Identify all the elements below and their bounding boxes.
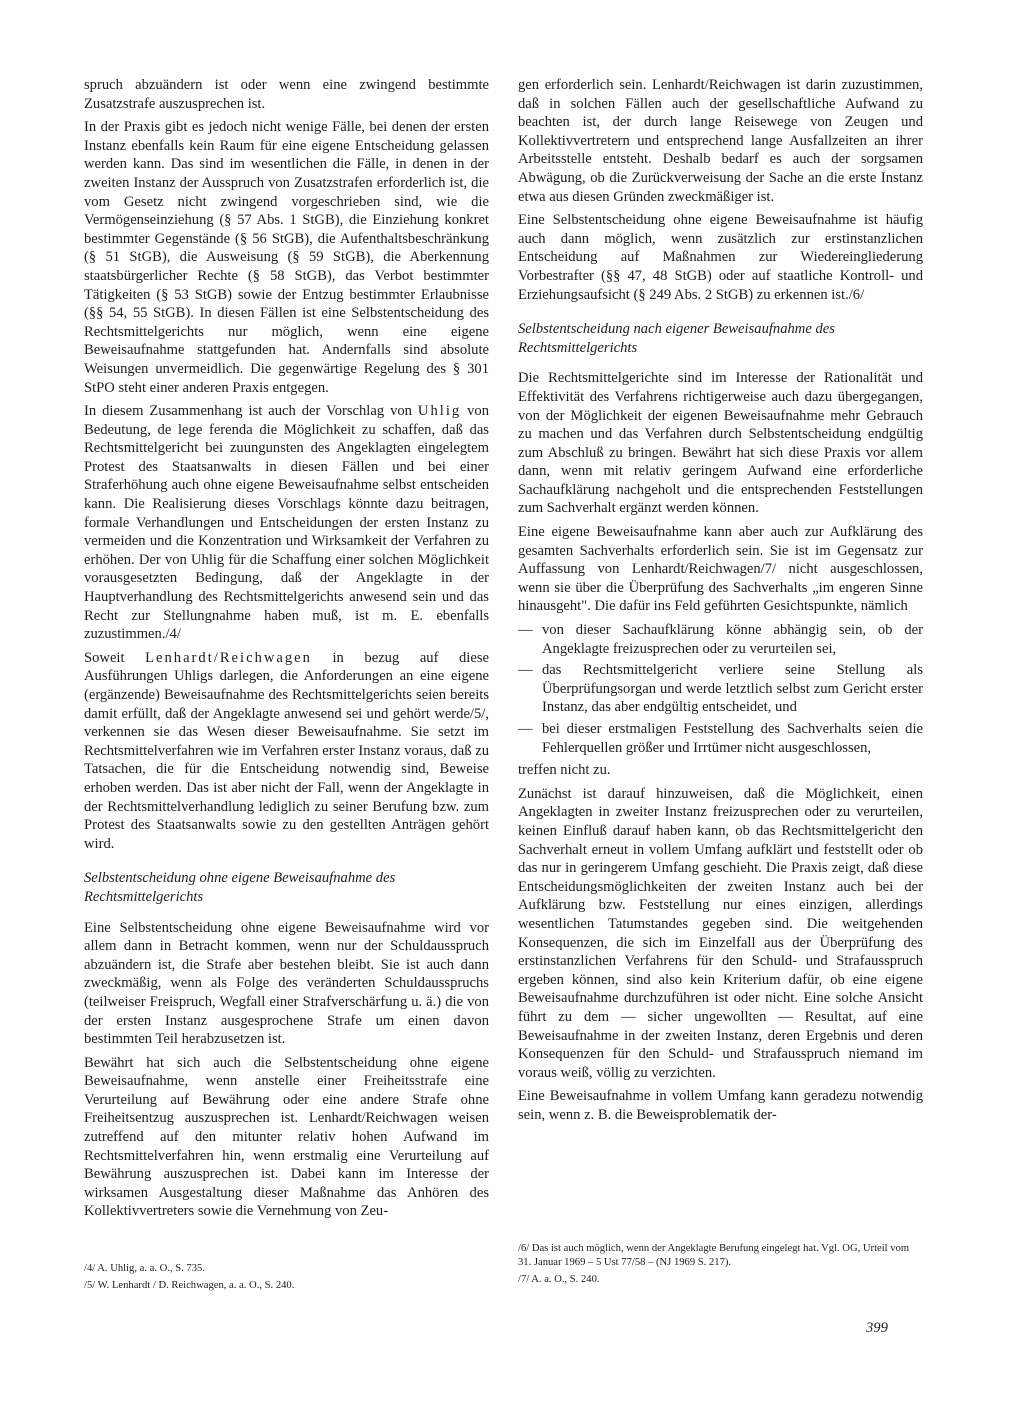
footnote: /7/ A. a. O., S. 240. [518, 1274, 600, 1285]
paragraph: In der Praxis gibt es jedoch nicht wenige Fälle, bei denen der ersten Instanz ebenfalls kein Raum für eine eigene Entscheidung gelassen werden kann. Das sind im wesentlichen die Fälle, in denen in der zweiten Instanz der Ausspruch von Zusatzstrafen erforderlich ist, die vom Gesetz nicht zwingend vorgeschrieben sind, wie die Vermögenseinziehung (§ 57 Abs. 1 StGB), die Einziehung konkret bestimmter Gegenstände (§ 56 StGB), die Aufenthaltsbeschränkung (§ 51 StGB), die Ausweisung (§ 59 StGB), die Aberkennung staatsbürgerlicher Rechte (§ 58 StGB), das Verbot bestimmter Tätigkeiten (§ 53 StGB) sowie der Entzug bestimmter Erlaubnisse (§§ 54, 55 StGB). In diesen Fällen ist eine Selbstentscheidung des Rechtsmittelgerichts nur möglich, wenn eine eigene Beweisaufnahme stattgefunden hat. Andernfalls sind absolute Weisungen unvermeidlich. Die gegenwärtige Regelung des § 301 StPO steht einer anderen Praxis entgegen. [84, 119, 489, 396]
paragraph: Eine eigene Beweisaufnahme kann aber auch zur Aufklärung des gesamten Sachverhalts erforderlich sein. Sie ist im Gegensatz zur Auffassung von Lenhardt/Reichwagen/7/ nicht ausgeschlossen, wenn sie über die Überprüfung des Sachverhalts „im engeren Sinne hinausgeht". Die dafür ins Feld geführten Gesichtspunkte, nämlich [518, 524, 923, 615]
list-item: — von dieser Sachaufklärung könne abhängig sein, ob der Angeklagte freizusprechen oder zu verurteilen sei, [518, 621, 923, 658]
author-name: Lenhardt/Reichwagen [145, 649, 312, 666]
paragraph: Bewährt hat sich auch die Selbstentscheidung ohne eigene Beweisaufnahme, wenn anstelle einer Freiheitsstrafe eine Verurteilung auf Bewährung oder eine andere Strafe ohne Freiheitsentzug auszusprechen ist. Lenhardt/Reichwagen weisen zutreffend auf den mitunter relativ hohen Aufwand im Rechtsmittelverfahren hin, wenn erstmalig eine Verurteilung auf Bewährung auszusprechen ist. Dabei kann im Interesse der wirksamen Ausgestaltung dieser Maßnahme das Anhören des Kollektivvertreters sowie die Vernehmung von Zeu- [84, 1054, 489, 1220]
left-column [84, 76, 489, 1226]
right-column [518, 76, 923, 1129]
paragraph: Die Rechtsmittelgerichte sind im Interesse der Rationalität und Effektivität des Verfahrens richtigerweise auch dazu übergegangen, von der Möglichkeit der eigenen Beweisaufnahme mehr Gebrauch zu machen und das Verfahren durch Selbstentscheidung endgültig zum Abschluß zu bringen. Bewährt hat sich diese Praxis vor allem dann, wenn mit relativ geringem Aufwand eine erforderliche Sachaufklärung nachgeholt und die entsprechenden Feststellungen zum Sachverhalt ergänzt werden können. [518, 370, 923, 517]
list-item: — das Rechtsmittelgericht verliere seine Stellung als Überprüfungsorgan und werde letztlich selbst zum Gericht erster Instanz, das aber endgültig entscheidet, und [518, 661, 923, 717]
section-heading: Selbstentscheidung nach eigener Beweisaufnahme des Rechtsmittelgerichts [518, 321, 835, 356]
text-run: Soweit [84, 649, 146, 666]
paragraph [84, 402, 489, 644]
paragraph [84, 649, 489, 854]
page-number: 399 [866, 1320, 888, 1336]
paragraph: Eine Selbstentscheidung ohne eigene Beweisaufnahme ist häufig auch dann möglich, wenn zusätzlich zur erstinstanzlichen Entscheidung auf Maßnahmen zur Wiedereingliederung Vorbestrafter (§§ 47, 48 StGB) oder auf staatliche Kontroll- und Erziehungsaufsicht (§ 249 Abs. 2 StGB) zu erkennen ist./6/ [518, 212, 923, 303]
footnote: /6/ Das ist auch möglich, wenn der Angeklagte Berufung eingelegt hat. Vgl. OG, Urteil vom 31. Januar 1969 – 5 Ust 77/58 – (NJ 1969 S. 217). [518, 1243, 910, 1268]
text-run: von Bedeutung, de lege ferenda die Möglichkeit zu schaffen, daß das Rechtsmittelgericht bei zuungunsten des Angeklagten eingelegtem Protest des Staatsanwalts in diesen Fällen und bei einer Straferhöhung auch ohne eigene Beweisaufnahme selbst entscheiden kann. Die Realisierung dieses Vorschlags könnte dazu beitragen, formale Verhandlungen und Entscheidungen der ersten Instanz zu vermeiden und die Konzentration und Wirksamkeit der Verfahren zu erhöhen. Der von Uhlig für die Schaffung einer solchen Möglichkeit vorausgesetzten Bedingung, daß der Angeklagte in der Hauptverhandlung des Rechtsmittelgerichts anwesend sein und das Recht zur Stellungnahme haben muß, ist m. E. ebenfalls zuzustimmen./4/ [84, 403, 490, 643]
paragraph: gen erforderlich sein. Lenhardt/Reichwagen ist darin zuzustimmen, daß in solchen Fällen auch der gesellschaftliche Aufwand zu beachten ist, der durch lange Reisewege von Zeugen und Kollektivvertretern und entsprechend lange Ausfallzeiten an ihrer Arbeitsstelle entsteht. Deshalb bedarf es auch der sorgsamen Abwägung, ob die Zurückverweisung der Sache an die erste Instanz etwa aus diesen Gründen zweckmäßiger ist. [518, 77, 923, 205]
paragraph: Eine Beweisaufnahme in vollem Umfang kann geradezu notwendig sein, wenn z. B. die Beweisproblematik der- [518, 1088, 923, 1123]
section-heading: Selbstentscheidung ohne eigene Beweisaufnahme des Rechtsmittelgerichts [84, 870, 396, 905]
text-run: in bezug auf diese Ausführungen Uhligs darlegen, die Anforderungen an eine eigene (ergänzende) Beweisaufnahme des Rechtsmittelgerichts seien bereits damit erfüllt, daß der Angeklagte anwesend sei und gehört werde/5/, verkennen sie das Wesen dieser Beweisaufnahme. Sie setzt im Rechtsmittelverfahren wie im Verfahren erster Instanz voraus, daß zu Tatsachen, die für die Entscheidung notwendig sind, Beweise erhoben werden. Das ist aber nicht der Fall, wenn der Angeklagte in der Rechtsmittelverhandlung lediglich zu seiner Berufung bzw. zum Protest des Staatsanwalts sowie zu den gestellten Anträgen gehört wird. [84, 649, 489, 852]
paragraph: Eine Selbstentscheidung ohne eigene Beweisaufnahme wird vor allem dann in Betracht kommen, wenn nur der Schuldausspruch abzuändern ist, die Strafe aber bestehen bleibt. Sie ist auch dann zweckmäßig, wenn als Folge des veränderten Schuldausspruchs (teilweiser Freispruch, Wegfall einer Strafverschärfung u. ä.) die von der ersten Instanz ausgesprochene Strafe um einen davon bestimmten Teil herabzusetzen ist. [84, 919, 489, 1048]
author-name: Uhlig [417, 403, 462, 420]
footnotes-right [518, 1242, 923, 1290]
list-item: — bei dieser erstmaligen Feststellung des Sachverhalts seien die Fehlerquellen größer und Irrtümer nicht ausgeschlossen, [518, 720, 923, 757]
footnote: /5/ W. Lenhardt / D. Reichwagen, a. a. O., S. 240. [84, 1280, 295, 1291]
footnote: /4/ A. Uhlig, a. a. O., S. 735. [84, 1263, 205, 1274]
text-run: In diesem Zusammenhang ist auch der Vorschlag von [84, 403, 418, 420]
paragraph: treffen nicht zu. [518, 762, 611, 779]
footnotes-left [84, 1262, 489, 1296]
paragraph: spruch abzuändern ist oder wenn eine zwingend bestimmte Zusatzstrafe auszusprechen ist. [84, 77, 489, 112]
dash-list [518, 621, 923, 757]
paragraph: Zunächst ist darauf hinzuweisen, daß die Möglichkeit, einen Angeklagten in zweiter Instanz freizusprechen oder zu verurteilen, keinen Einfluß darauf haben kann, ob das Rechtsmittelgericht den Sachverhalt erneut in vollem Umfang aufklärt und feststellt oder ob das nur in geringerem Umfang geschieht. Die Praxis zeigt, daß diese Entscheidungsmöglichkeiten der zweiten Instanz auch bei der Aufklärung bzw. Feststellung nur eines einzigen, allerdings wesentlichen Tatumstandes gegeben sind. Die weitgehenden Konsequenzen, die sich im Einzelfall aus der Überprüfung des erstinstanzlichen Verfahrens für den Schuld- und Strafausspruch ergeben können, sind also kein Kriterium dafür, ob eine eigene Beweisaufnahme durchzuführen ist oder nicht. Eine solche Ansicht führt zu dem — sicher ungewollten — Resultat, auf eine Beweisaufnahme in der zweiten Instanz, deren Ergebnis und deren Konsequenzen für den Schuld- und Strafausspruch niemand im voraus weiß, völlig zu verzichten. [518, 785, 923, 1081]
